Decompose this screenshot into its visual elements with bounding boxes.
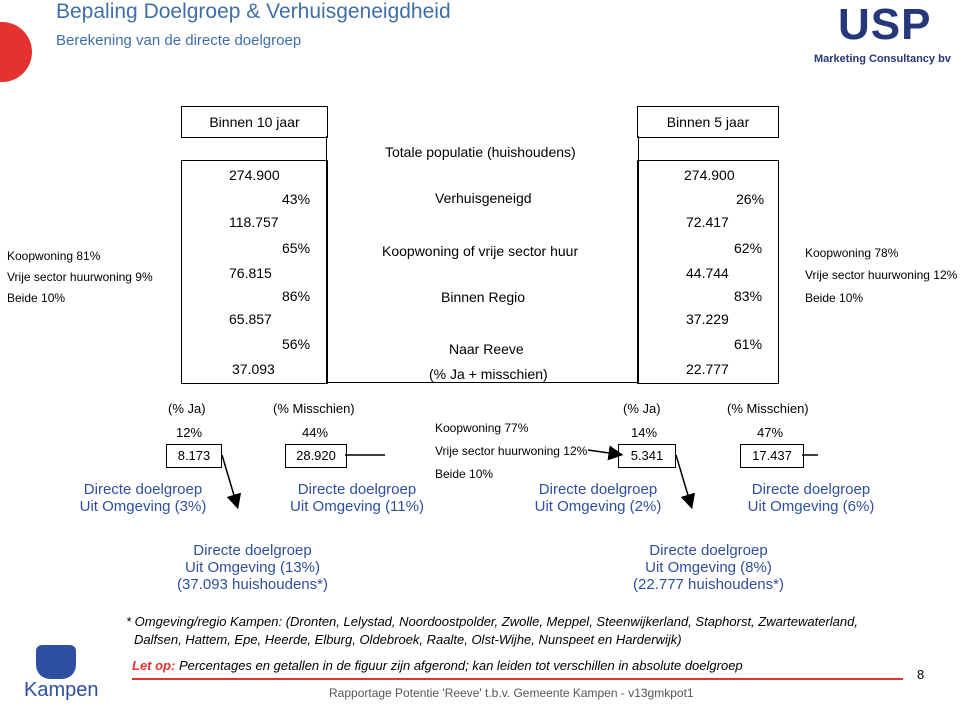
label-moving: Verhuisgeneigd bbox=[435, 190, 532, 206]
right-ja-value: 5.341 bbox=[630, 448, 664, 463]
left-value-5: 37.093 bbox=[232, 361, 275, 377]
right-value-2: 72.417 bbox=[686, 214, 729, 230]
middle-note-2: Vrije sector huurwoning 12% bbox=[435, 444, 588, 458]
right-pct-1: 26% bbox=[736, 191, 765, 207]
target-right-total-line3: (22.777 huishoudens*) bbox=[633, 576, 784, 593]
footnote-line-2: Dalfsen, Hattem, Epe, Heerde, Elburg, Oldebroek, Raalte, Olst-Wijhe, Nunspeet en Harderwijk) bbox=[134, 632, 682, 647]
target-left-total-line2: Uit Omgeving (13%) bbox=[184, 559, 321, 576]
left-value-3: 76.815 bbox=[229, 265, 272, 281]
right-ja-pct: 14% bbox=[631, 425, 658, 440]
left-header: Binnen 10 jaar bbox=[209, 114, 300, 130]
left-ja-pct: 12% bbox=[176, 425, 203, 440]
target-left-total-line1: Directe doelgroep bbox=[193, 542, 312, 559]
target-left-total-line3: (37.093 huishoudens*) bbox=[177, 576, 328, 593]
page-subtitle: Berekening van de directe doelgroep bbox=[56, 32, 302, 49]
right-misschien-value: 17.437 bbox=[752, 448, 792, 463]
target-left-ms-line2: Uit Omgeving (11%) bbox=[290, 498, 424, 515]
target-right-ja-line1: Directe doelgroep bbox=[538, 481, 658, 498]
left-value-1: 274.900 bbox=[229, 167, 280, 183]
right-misschien-pct: 47% bbox=[757, 425, 784, 440]
usp-logo-subtitle: Marketing Consultancy bv bbox=[814, 53, 951, 65]
arrow-middle-note bbox=[588, 450, 616, 454]
label-region: Binnen Regio bbox=[441, 289, 526, 305]
left-pct-1: 43% bbox=[282, 191, 311, 207]
right-value-1: 274.900 bbox=[684, 167, 735, 183]
right-pct-2: 62% bbox=[734, 240, 763, 256]
target-right-ms-line1: Directe doelgroep bbox=[751, 481, 871, 498]
left-ja-value: 8.173 bbox=[177, 448, 211, 463]
target-left-ja-line2: Uit Omgeving (3%) bbox=[79, 498, 207, 515]
right-pct-3: 83% bbox=[734, 288, 763, 304]
target-right-total bbox=[626, 542, 791, 593]
left-pct-2: 65% bbox=[282, 240, 311, 256]
target-right-ms-line2: Uit Omgeving (6%) bbox=[747, 498, 875, 515]
left-pct-4: 56% bbox=[282, 336, 311, 352]
middle-note-1: Koopwoning 77% bbox=[435, 421, 529, 435]
middle-note-3: Beide 10% bbox=[435, 467, 494, 481]
right-pct-4: 61% bbox=[734, 336, 763, 352]
kampen-logo-text: Kampen bbox=[24, 679, 99, 701]
right-misschien-label: (% Misschien) bbox=[727, 401, 809, 416]
disclaimer-label: Let op: bbox=[132, 658, 176, 673]
left-ja-label: (% Ja) bbox=[168, 401, 206, 416]
kampen-crest-icon bbox=[36, 645, 76, 679]
target-left-total bbox=[170, 542, 335, 593]
left-pct-3: 86% bbox=[282, 288, 311, 304]
label-reeve: Naar Reeve bbox=[449, 341, 524, 357]
page-number: 8 bbox=[917, 667, 925, 682]
right-ja-label: (% Ja) bbox=[623, 401, 661, 416]
target-left-ja-line1: Directe doelgroep bbox=[83, 481, 203, 498]
label-reeve-sub: (% Ja + misschien) bbox=[429, 366, 548, 382]
left-note-2: Vrije sector huurwoning 9% bbox=[7, 270, 153, 284]
right-value-4: 37.229 bbox=[686, 311, 729, 327]
target-left-ms-line1: Directe doelgroep bbox=[297, 481, 417, 498]
arrow-left-ja bbox=[222, 455, 236, 502]
arrow-right-ja bbox=[676, 455, 690, 502]
label-total-population: Totale populatie (huishoudens) bbox=[385, 144, 576, 160]
footnote-line-1: * Omgeving/regio Kampen: (Dronten, Lelystad, Noordoostpolder, Zwolle, Meppel, Steenwijkerland, Staphorst, Zwartewaterland, bbox=[126, 614, 858, 629]
left-value-2: 118.757 bbox=[229, 214, 279, 230]
disclaimer-text: Percentages en getallen in de figuur zijn afgerond; kan leiden tot verschillen in absolute doelgroep bbox=[175, 658, 743, 673]
page-title: Bepaling Doelgroep & Verhuisgeneigdheid bbox=[56, 0, 451, 23]
target-right-ms bbox=[744, 481, 878, 515]
usp-logo: USP bbox=[838, 0, 932, 49]
left-misschien-label: (% Misschien) bbox=[273, 401, 355, 416]
right-value-3: 44.744 bbox=[686, 265, 729, 281]
right-header: Binnen 5 jaar bbox=[666, 114, 750, 130]
footer-red-divider bbox=[132, 678, 903, 680]
right-note-3: Beide 10% bbox=[805, 291, 864, 305]
right-value-5: 22.777 bbox=[686, 361, 729, 377]
left-value-4: 65.857 bbox=[229, 311, 272, 327]
target-right-total-line1: Directe doelgroep bbox=[649, 542, 768, 559]
report-footer: Rapportage Potentie 'Reeve' t.b.v. Gemeente Kampen - v13gmkpot1 bbox=[329, 686, 694, 700]
target-right-ja bbox=[531, 481, 665, 515]
target-left-ja bbox=[76, 481, 210, 515]
disclaimer bbox=[132, 658, 743, 673]
left-misschien-value: 28.920 bbox=[296, 448, 336, 463]
target-right-ja-line2: Uit Omgeving (2%) bbox=[534, 498, 662, 515]
label-tenure: Koopwoning of vrije sector huur bbox=[382, 243, 579, 259]
right-note-2: Vrije sector huurwoning 12% bbox=[805, 268, 958, 282]
right-note-1: Koopwoning 78% bbox=[805, 246, 899, 260]
left-note-3: Beide 10% bbox=[7, 291, 66, 305]
left-misschien-pct: 44% bbox=[302, 425, 329, 440]
target-left-ms bbox=[287, 481, 427, 515]
target-right-total-line2: Uit Omgeving (8%) bbox=[645, 559, 772, 576]
left-note-1: Koopwoning 81% bbox=[7, 249, 101, 263]
